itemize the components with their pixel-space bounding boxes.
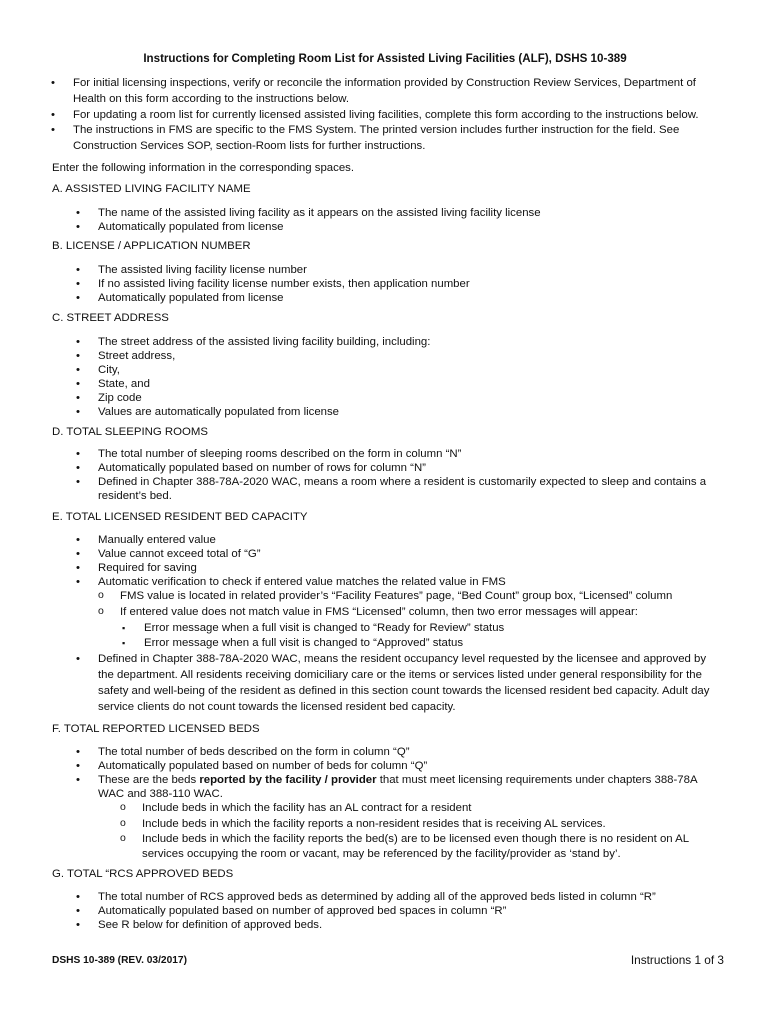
section-a-heading: A. ASSISTED LIVING FACILITY NAME	[52, 183, 251, 195]
section-c-list	[74, 335, 710, 420]
sub-list-item: o FMS value is located in related provider’s “Facility Features” page, “Bed Count” group box, “Licensed” column	[98, 589, 710, 605]
section-e-subsublist	[120, 621, 710, 652]
intro-bullet: • For initial licensing inspections, verify or reconcile the information provided by Construction Review Services, Department of Health on this form according to the instructions below.	[48, 76, 708, 108]
intro-bullet: • The instructions in FMS are specific to the FMS System. The printed version includes further instruction for the field. See Construction Services SOP, section-Room lists for further instructions.	[48, 123, 708, 155]
list-item	[74, 575, 710, 652]
list-item: • State, and	[74, 377, 710, 391]
list-item: • Required for saving	[74, 561, 710, 575]
list-item: • The street address of the assisted living facility building, including:	[74, 335, 710, 349]
sub-list-item-text: If entered value does not match value in FMS “Licensed” column, then two error messages will appear:	[120, 606, 638, 619]
section-f-list	[74, 745, 710, 862]
list-item: • If no assisted living facility license number exists, then application number	[74, 277, 710, 291]
list-item: • The total number of RCS approved beds as determined by adding all of the approved beds listed in column “R”	[74, 890, 710, 904]
list-item: • See R below for definition of approved beds.	[74, 918, 710, 932]
sub-sub-list-item: ▪ Error message when a full visit is changed to “Approved” status	[120, 636, 710, 652]
section-b-heading: B. LICENSE / APPLICATION NUMBER	[52, 240, 251, 252]
list-item-text-bold: reported by the facility / provider	[199, 774, 377, 787]
list-item: • The assisted living facility license number	[74, 263, 710, 277]
intro-bullet: • For updating a room list for currently licensed assisted living facilities, complete this form according to the instructions below.	[48, 108, 708, 124]
section-d-list	[74, 447, 710, 503]
section-e-list	[74, 533, 710, 716]
section-f-sublist	[120, 801, 710, 862]
sub-list-item: o Include beds in which the facility reports a non-resident resides that is receiving AL services.	[120, 817, 710, 832]
section-d-heading: D. TOTAL SLEEPING ROOMS	[52, 426, 208, 438]
list-item	[74, 773, 710, 862]
list-item: • Automatically populated from license	[74, 220, 710, 234]
list-item-text-pre: These are the beds	[98, 774, 200, 787]
page-number: Instructions 1 of 3	[630, 953, 724, 967]
enter-instructions: Enter the following information in the corresponding spaces.	[52, 162, 355, 174]
list-item: • Automatically populated based on number of rows for column “N”	[74, 461, 710, 475]
list-item: • Defined in Chapter 388-78A-2020 WAC, means a room where a resident is customarily expected to sleep and contains a resident’s bed.	[74, 475, 710, 503]
form-id: DSHS 10-389 (REV. 03/2017)	[52, 955, 187, 966]
list-item: • The total number of sleeping rooms described on the form in column “N”	[74, 447, 710, 461]
sub-list-item: o Include beds in which the facility has an AL contract for a resident	[120, 801, 710, 816]
list-item: • City,	[74, 363, 710, 377]
list-item-text-post: that must meet licensing requirements under chapters 388-78A WAC and 388-110 WAC.	[98, 774, 697, 801]
list-item: • Automatically populated based on number of approved bed spaces in column “R”	[74, 904, 710, 918]
list-item: • Zip code	[74, 391, 710, 405]
list-item: • The total number of beds described on the form in column “Q”	[74, 745, 710, 759]
list-item: • Automatically populated from license	[74, 291, 710, 305]
section-b-list	[74, 263, 710, 305]
sub-list-item: o Include beds in which the facility reports the bed(s) are to be licensed even though there is no resident on AL services occupying the room or vacant, may be referenced by the facility/provider as ‘stand by’.	[120, 832, 710, 862]
list-item: • Street address,	[74, 349, 710, 363]
list-item: • Defined in Chapter 388-78A-2020 WAC, means the resident occupancy level requested by the licensee and approved by the department. All residents receiving domiciliary care or the items or services listed under general responsibility for the safety and well-being of the resident as defined in this section count towards the licensed resident bed capacity. Adult day service clients do not count towards the licensed resident bed capacity.	[74, 652, 710, 716]
document-title: Instructions for Completing Room List for Assisted Living Facilities (ALF), DSHS 10-389	[143, 52, 627, 65]
intro-list	[48, 76, 708, 155]
section-f-heading: F. TOTAL REPORTED LICENSED BEDS	[52, 723, 260, 735]
list-item-text: Automatic verification to check if entered value matches the related value in FMS	[98, 576, 506, 589]
list-item: • Automatically populated based on number of beds for column “Q”	[74, 759, 710, 773]
list-item: • Value cannot exceed total of “G”	[74, 547, 710, 561]
list-item: • Manually entered value	[74, 533, 710, 547]
section-g-heading: G. TOTAL “RCS APPROVED BEDS	[52, 868, 234, 880]
list-item: • The name of the assisted living facility as it appears on the assisted living facility license	[74, 206, 710, 220]
section-a-list	[74, 206, 710, 234]
list-item: • Values are automatically populated from license	[74, 405, 710, 419]
section-e-sublist	[98, 589, 710, 652]
section-g-list	[74, 890, 710, 932]
sub-sub-list-item: ▪ Error message when a full visit is changed to “Ready for Review” status	[120, 621, 710, 637]
section-c-heading: C. STREET ADDRESS	[52, 312, 169, 324]
sub-list-item	[98, 605, 710, 652]
section-e-heading: E. TOTAL LICENSED RESIDENT BED CAPACITY	[52, 511, 308, 523]
